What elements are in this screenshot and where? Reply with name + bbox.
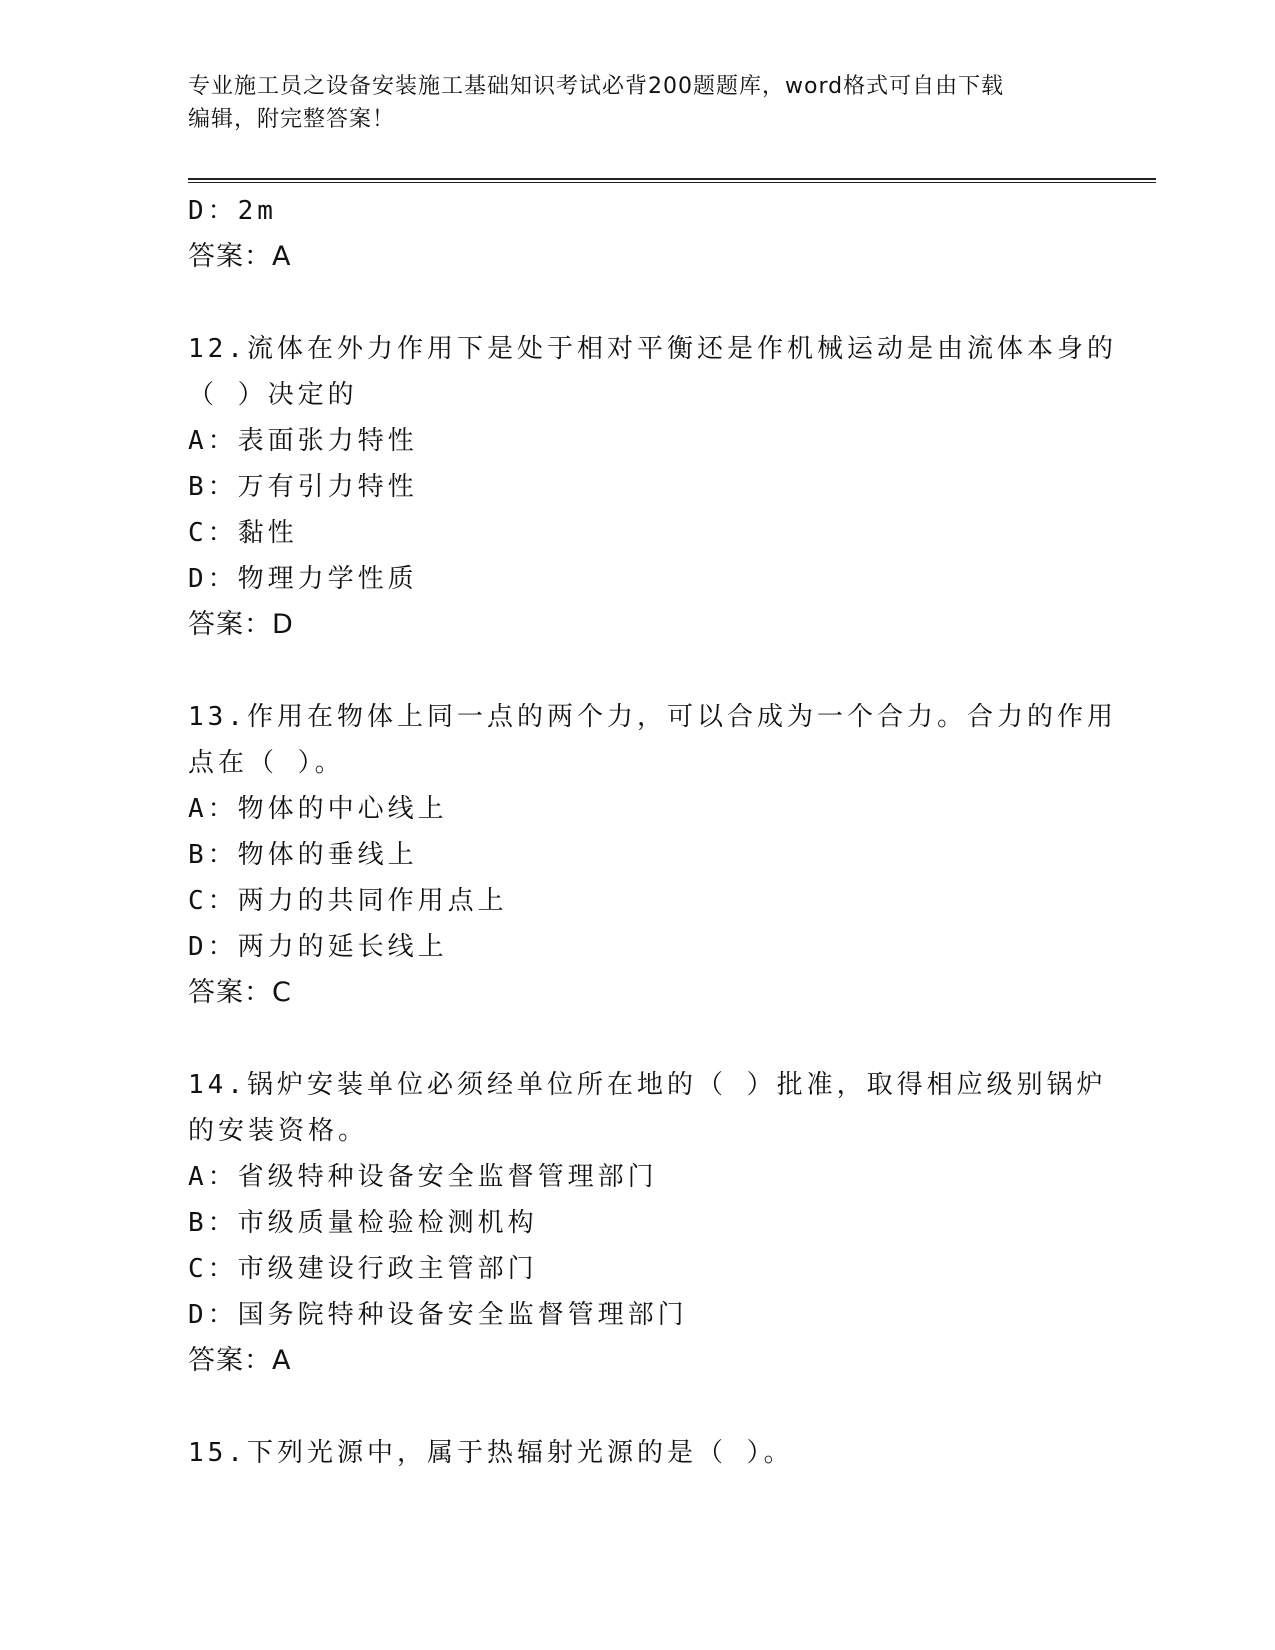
header-divider-thick [188,178,1156,180]
option-b: B：万有引力特性 [188,472,418,502]
option-d: D：国务院特种设备安全监督管理部门 [188,1300,688,1330]
option-c: C：市级建设行政主管部门 [188,1254,538,1284]
question-15 [188,1430,1088,1476]
spacer [188,280,1088,326]
question-stem-continued: 的安装资格。 [188,1116,369,1146]
option-c: C：两力的共同作用点上 [188,886,508,916]
option-b: B：物体的垂线上 [188,840,418,870]
answer-line: 答案：C [188,977,292,1008]
answer-line: 答案：A [188,1345,292,1376]
header-title-line-2: 编辑，附完整答案！ [188,107,396,132]
question-14 [188,1062,1107,1384]
option-a: A：省级特种设备安全监督管理部门 [188,1162,658,1192]
question-12 [188,326,1117,648]
question-stem-continued: （ ）决定的 [188,380,358,410]
question-13 [188,694,1117,1016]
document-header [188,70,1068,136]
option-c: C：黏性 [188,518,298,548]
option-a: A：表面张力特性 [188,426,418,456]
spacer [188,648,1088,694]
option-b: B：市级质量检验检测机构 [188,1208,538,1238]
spacer [188,1016,1088,1062]
previous-question-tail [188,188,1088,280]
question-stem: 13.作用在物体上同一点的两个力，可以合成为一个合力。合力的作用 [188,702,1117,732]
question-stem: 14.锅炉安装单位必须经单位所在地的（ ）批准，取得相应级别锅炉 [188,1070,1107,1100]
option-a: A：物体的中心线上 [188,794,448,824]
question-list [188,188,1117,1476]
option-d: D：物理力学性质 [188,564,418,594]
answer-line: 答案：D [188,609,294,640]
header-title-line-1: 专业施工员之设备安装施工基础知识考试必背200题题库，word格式可自由下载 [188,74,1005,99]
option-d: D：2m [188,196,277,226]
answer-line: 答案：A [188,241,292,272]
question-stem: 12.流体在外力作用下是处于相对平衡还是作机械运动是由流体本身的 [188,334,1117,364]
spacer [188,1384,1088,1430]
question-stem-continued: 点在（ ）。 [188,748,345,778]
option-d: D：两力的延长线上 [188,932,448,962]
question-stem: 15.下列光源中，属于热辐射光源的是（ ）。 [188,1438,794,1468]
header-divider-thin [188,182,1156,183]
